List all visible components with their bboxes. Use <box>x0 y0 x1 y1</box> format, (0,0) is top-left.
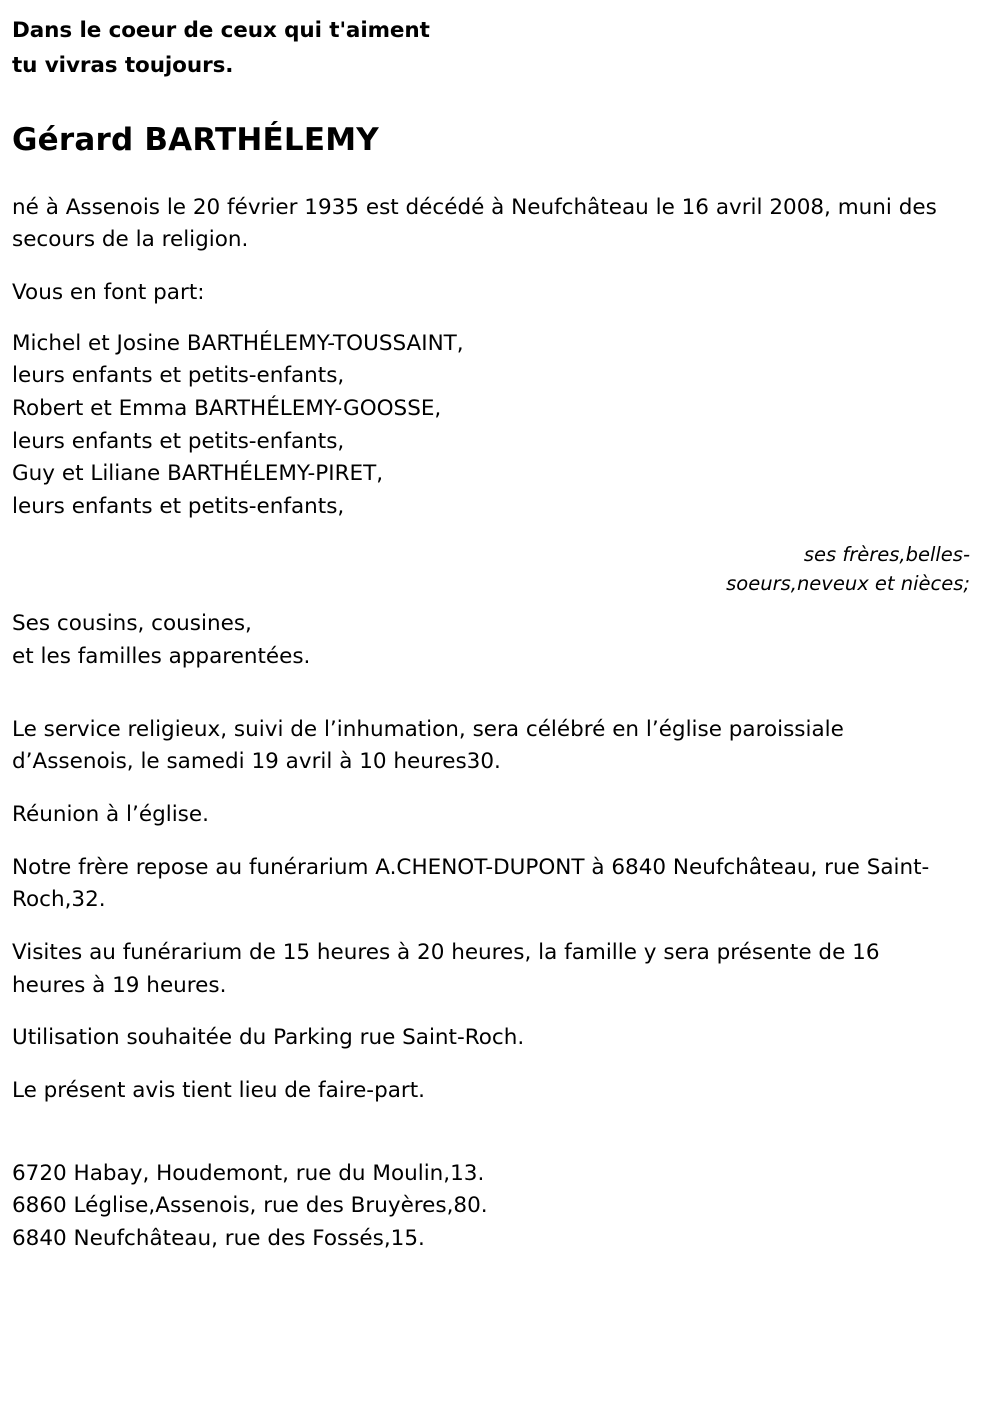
family-line: Robert et Emma BARTHÉLEMY-GOOSSE, <box>12 396 442 422</box>
funeral-home-text: Notre frère repose au funérarium A.CHENOT-DUPONT à 6840 Neufchâteau, rue Saint-Roch,32. <box>12 854 930 913</box>
address-list <box>12 1158 978 1256</box>
epigraph-line-2: tu vivras toujours. <box>12 52 234 78</box>
parking-text: Utilisation souhaitée du Parking rue Saint-Roch. <box>12 1025 525 1051</box>
notice-text: Le présent avis tient lieu de faire-part. <box>12 1077 425 1103</box>
family-line: leurs enfants et petits-enfants, <box>12 494 345 520</box>
family-line: leurs enfants et petits-enfants, <box>12 428 345 454</box>
spacer <box>12 674 978 714</box>
address-line: 6840 Neufchâteau, rue des Fossés,15. <box>12 1225 425 1251</box>
family-line: leurs enfants et petits-enfants, <box>12 363 345 389</box>
visits-text: Visites au funérarium de 15 heures à 20 heures, la famille y sera présente de 16 heures à 19 heures. <box>12 939 880 998</box>
cousins-list <box>12 608 978 673</box>
cousins-line: et les familles apparentées. <box>12 643 311 669</box>
meeting-text: Réunion à l’église. <box>12 801 209 827</box>
spacer <box>12 1128 978 1158</box>
epigraph-line-1: Dans le coeur de ceux qui t'aiment <box>12 18 430 43</box>
deceased-name: Gérard BARTHÉLEMY <box>12 121 379 158</box>
service-text: Le service religieux, suivi de l’inhumation, sera célébré en l’église paroissiale d’Assenois, le samedi 19 avril à 10 heures30. <box>12 716 844 775</box>
epigraph <box>12 14 978 84</box>
relation-note: ses frères,belles-soeurs,neveux et nièces; <box>726 542 970 595</box>
family-line: Michel et Josine BARTHÉLEMY-TOUSSAINT, <box>12 330 464 356</box>
address-line: 6860 Léglise,Assenois, rue des Bruyères,80. <box>12 1193 488 1219</box>
address-line: 6720 Habay, Houdemont, rue du Moulin,13. <box>12 1160 485 1186</box>
informants-intro: Vous en font part: <box>12 280 205 305</box>
cousins-line: Ses cousins, cousines, <box>12 611 252 637</box>
family-line: Guy et Liliane BARTHÉLEMY-PIRET, <box>12 461 384 487</box>
announcement-text: né à Assenois le 20 février 1935 est décédé à Neufchâteau le 16 avril 2008, muni des secours de la religion. <box>12 194 937 253</box>
family-list <box>12 328 978 524</box>
